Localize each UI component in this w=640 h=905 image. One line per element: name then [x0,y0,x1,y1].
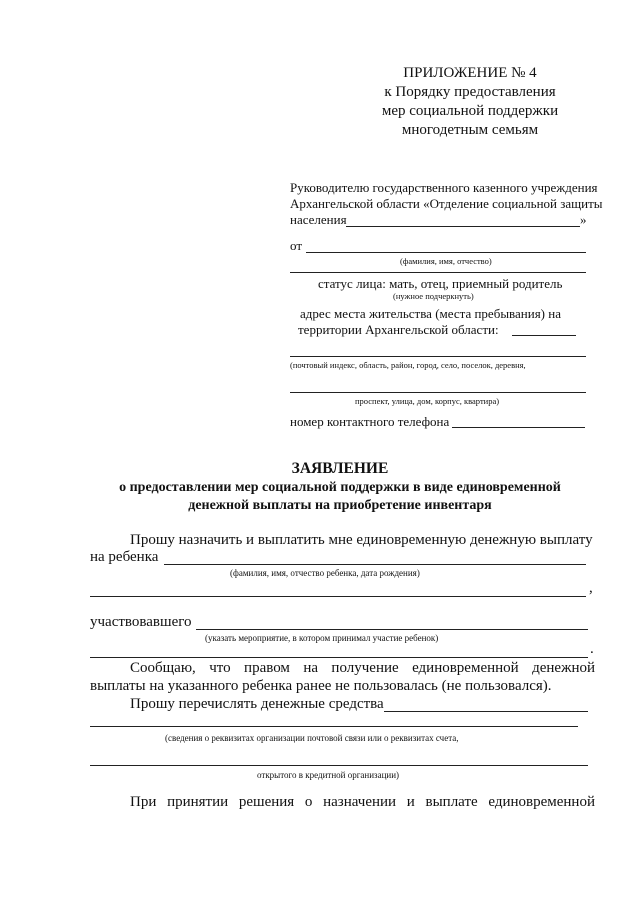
appendix-line: многодетным семьям [401,122,539,138]
address-fill-line [290,356,586,357]
participated-fill-line [90,657,588,658]
from-hint: (фамилия, имя, отчество) [400,256,492,266]
child-fill-line [164,564,586,565]
appendix-line: мер социальной поддержки [381,103,559,119]
participated-fill-line [196,629,588,630]
addressee-line: Руководителю государственного казенного учреждения [290,180,598,195]
fill-line [290,272,586,273]
transfer-hint: открытого в кредитной организации) [257,770,400,780]
address-label: территории Архангельской области: [298,322,499,337]
address-hint: проспект, улица, дом, корпус, квартира) [355,396,500,406]
document-title: ЗАЯВЛЕНИЕ [291,460,389,477]
child-hint: (фамилия, имя, отчество ребенка, дата рождения) [230,568,420,578]
address-fill-line [512,335,576,336]
statement-text: Сообщаю, что правом на получение единовременной денежной [130,660,595,676]
child-label: на ребенка [90,549,159,565]
addressee-line: Архангельской области «Отделение социальной защиты [290,196,603,211]
comma: , [589,580,593,596]
transfer-label: Прошу перечислять денежные средства [130,696,384,712]
participated-label: участвовавшего [90,614,192,630]
fill-line [346,226,580,227]
transfer-fill-line [90,726,578,727]
status-text: статус лица: мать, отец, приемный родитель [318,276,563,291]
document-subtitle: о предоставлении мер социальной поддержки в виде единовременной [119,480,561,495]
from-fill-line [306,252,586,253]
quote-mark: » [580,212,587,227]
from-label: от [290,238,303,253]
appendix-header [360,64,580,140]
statement-text: выплаты на указанного ребенка ранее не пользовалась (не пользовался). [90,678,552,694]
request-text: Прошу назначить и выплатить мне единовременную денежную выплату [130,532,593,548]
address-label: адрес места жительства (места пребывания) на [300,306,561,321]
appendix-line: к Порядку предоставления [384,84,556,100]
transfer-hint: (сведения о реквизитах организации почтовой связи или о реквизитах счета, [165,733,459,743]
address-fill-line [290,392,586,393]
participated-hint: (указать мероприятие, в котором принимал участие ребенок) [205,633,439,643]
transfer-fill-line [384,711,588,712]
child-fill-line [90,596,586,597]
addressee-line: населения [290,212,347,227]
status-hint: (нужное подчеркнуть) [393,291,474,301]
transfer-fill-line [90,765,588,766]
period: . [590,641,594,657]
decision-text: При принятии решения о назначении и выплате единовременной [130,794,595,810]
address-hint: (почтовый индекс, область, район, город, село, поселок, деревня, [290,360,526,370]
appendix-number: ПРИЛОЖЕНИЕ № 4 [403,65,537,81]
phone-fill-line [452,427,585,428]
document-subtitle: денежной выплаты на приобретение инвентаря [188,498,492,513]
phone-label: номер контактного телефона [290,414,450,429]
